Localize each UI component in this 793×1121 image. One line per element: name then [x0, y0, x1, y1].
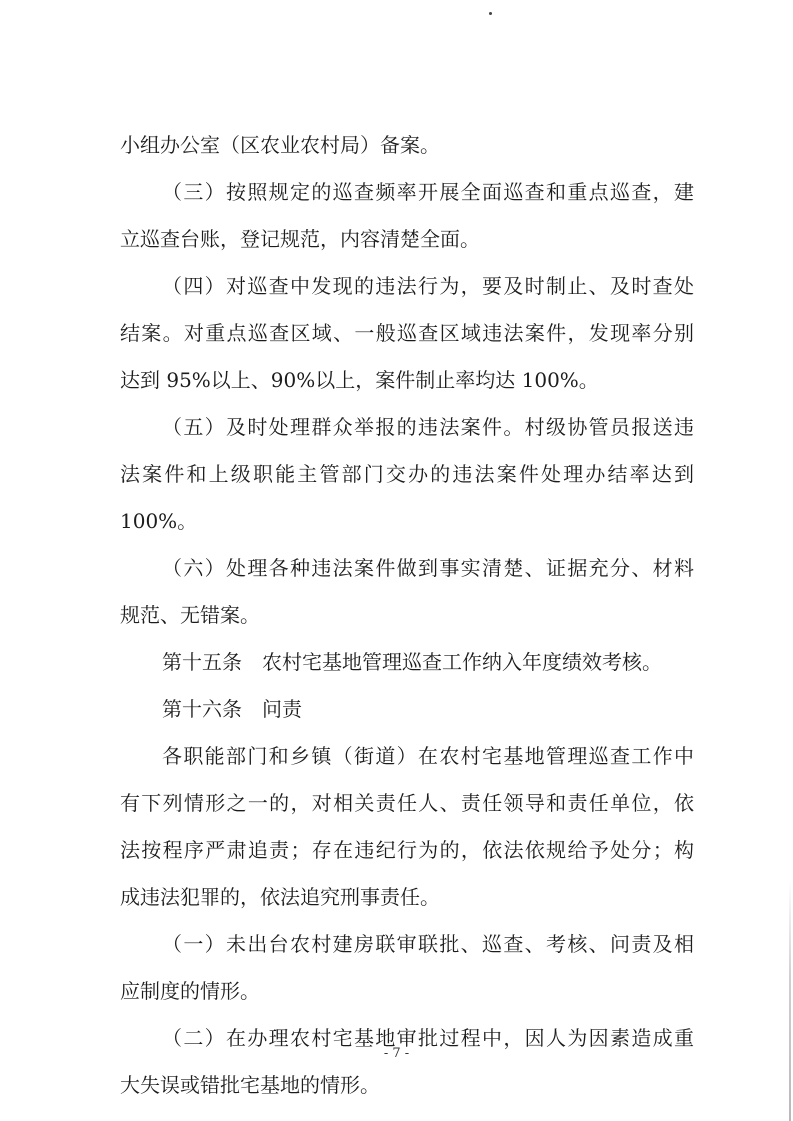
text-line: 规范、无错案。 — [120, 603, 260, 627]
text-line: 结案。对重点巡查区域、一般巡查区域违法案件，发现率分别 — [120, 321, 694, 345]
text-line: 100%。 — [120, 509, 198, 533]
text-line: 达到 95%以上、90%以上，案件制止率均达 100%。 — [120, 368, 599, 392]
text-line: （一）未出台农村建房联审联批、巡查、考核、问责及相 — [162, 932, 694, 956]
text-line: 成违法犯罪的，依法追究刑事责任。 — [120, 885, 440, 909]
text-line: （四）对巡查中发现的违法行为，要及时制止、及时查处 — [162, 274, 694, 298]
text-line: 法案件和上级职能主管部门交办的违法案件处理办结率达到 — [120, 462, 694, 486]
text-line: （六）处理各种违法案件做到事实清楚、证据充分、材料 — [162, 556, 694, 580]
scan-edge-shadow — [789, 880, 791, 1121]
text-line: （二）在办理农村宅基地审批过程中，因人为因素造成重 — [162, 1026, 694, 1050]
article-heading: 第十五条 农村宅基地管理巡查工作纳入年度绩效考核。 — [162, 650, 662, 674]
text-line: （五）及时处理群众举报的违法案件。村级协管员报送违 — [162, 415, 694, 439]
scan-speck — [489, 12, 492, 15]
text-line: 立巡查台账，登记规范，内容清楚全面。 — [120, 227, 480, 251]
text-line: 法按程序严肃追责；存在违纪行为的，依法依规给予处分；构 — [120, 838, 694, 862]
text-line: 小组办公室（区农业农村局）备案。 — [120, 133, 440, 157]
text-line: 应制度的情形。 — [120, 979, 260, 1003]
text-line: （三）按照规定的巡查频率开展全面巡查和重点巡查，建 — [162, 180, 694, 204]
text-line: 有下列情形之一的，对相关责任人、责任领导和责任单位，依 — [120, 791, 694, 815]
text-line: 大失误或错批宅基地的情形。 — [120, 1073, 380, 1097]
page-number: - 7 - — [383, 1046, 410, 1061]
article-heading: 第十六条 问责 — [162, 697, 302, 721]
text-line: 各职能部门和乡镇（街道）在农村宅基地管理巡查工作中 — [162, 744, 694, 768]
